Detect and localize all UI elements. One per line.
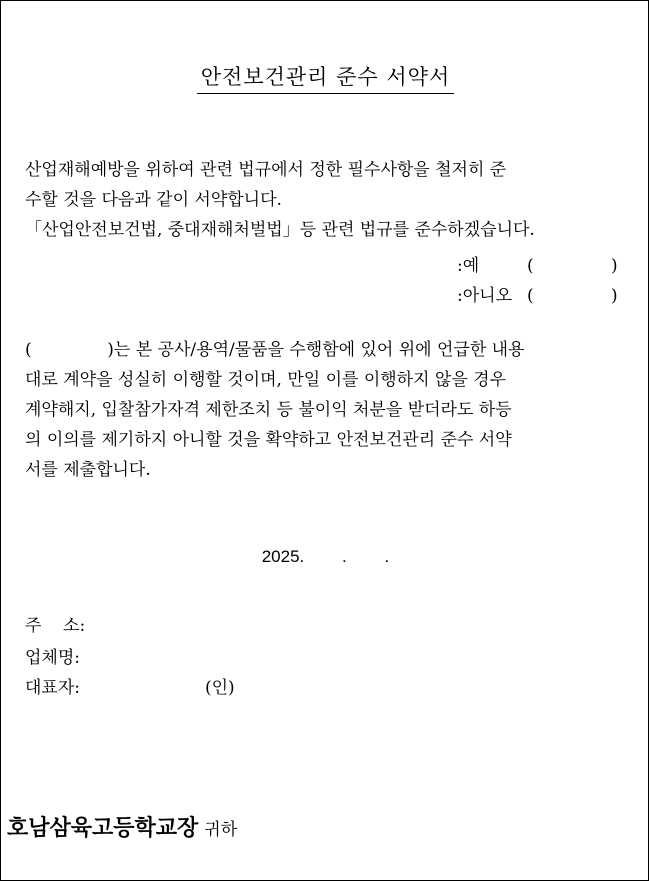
option-no-paren-open: (: [527, 286, 534, 306]
intro-paragraph: [25, 155, 633, 245]
document-title: 안전보건관리 준수 서약서: [197, 61, 455, 94]
option-yes-label: :예: [457, 256, 480, 276]
representative-label: 대표자:: [25, 678, 80, 698]
seal-mark: (인): [205, 678, 235, 698]
pledge-paragraph: [25, 335, 633, 485]
pledge-line-5: 서를 제출합니다.: [25, 460, 151, 480]
address-label: 주 소:: [25, 616, 86, 636]
document-title-wrap: [1, 61, 649, 94]
recipient-suffix: 귀하: [204, 820, 238, 840]
intro-line-3: 「산업안전보건법, 중대재해처벌법」등 관련 법규를 준수하겠습니다.: [25, 220, 535, 240]
date-line: 2025. . .: [261, 547, 390, 566]
pledge-line-4: 의 이의를 제기하지 아니할 것을 확약하고 안전보건관리 준수 서약: [25, 430, 512, 450]
company-label: 업체명:: [25, 648, 80, 668]
option-yes-paren-close: ): [611, 256, 618, 276]
option-yes-paren-open: (: [527, 256, 534, 276]
pledge-line-2: 대로 계약을 성실히 이행할 것이며, 만일 이를 이행하지 않을 경우: [25, 370, 507, 390]
intro-line-1: 산업재해예방을 위하여 관련 법규에서 정한 필수사항을 철저히 준: [25, 160, 507, 180]
option-no: [457, 281, 618, 306]
recipient: [7, 811, 237, 842]
pledge-line-3: 계약해지, 입찰참가자격 제한조치 등 불이익 처분을 받더라도 하등: [25, 400, 512, 420]
option-no-label: :아니오: [457, 286, 512, 306]
pledge-line-1: ( )는 본 공사/용역/물품을 수행함에 있어 위에 언급한 내용: [25, 340, 525, 360]
intro-line-2: 수할 것을 다음과 같이 서약합니다.: [25, 190, 282, 210]
option-no-paren-close: ): [611, 286, 618, 306]
option-yes: [457, 251, 618, 276]
recipient-name: 호남삼육고등학교장: [7, 816, 199, 841]
